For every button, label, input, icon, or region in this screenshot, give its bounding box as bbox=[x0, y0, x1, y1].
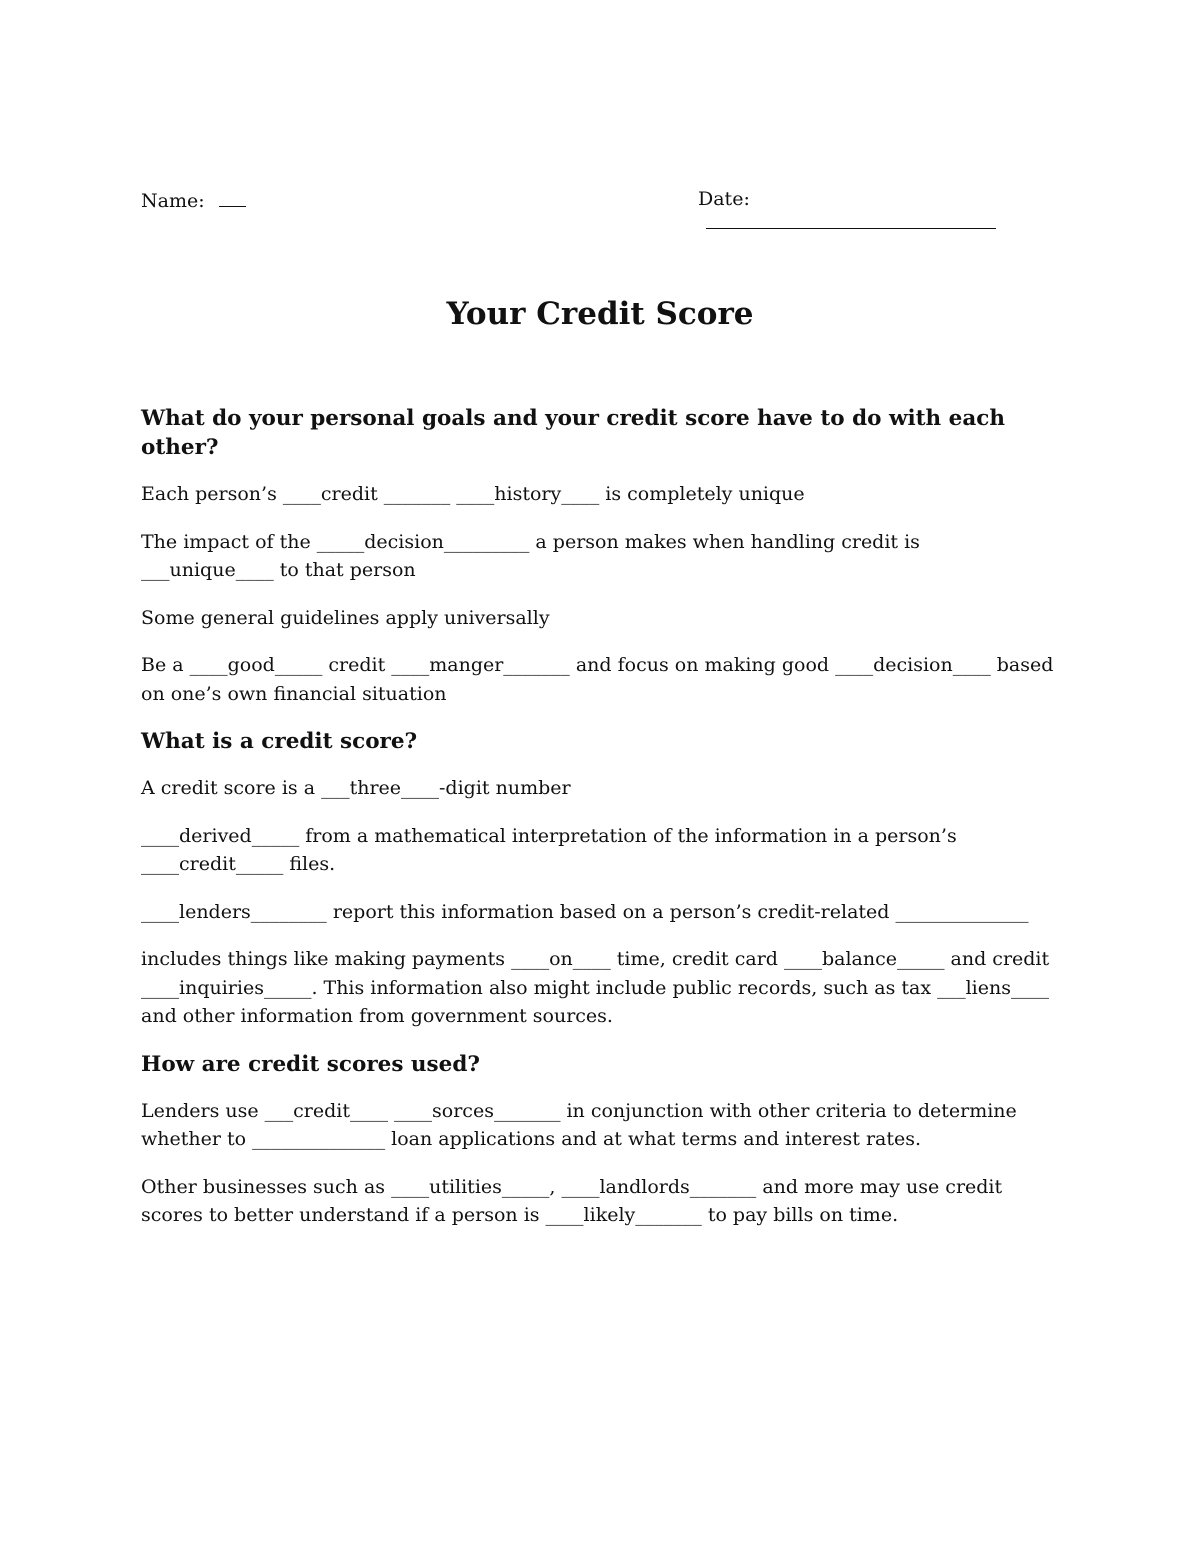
section-heading: How are credit scores used? bbox=[141, 1051, 480, 1077]
paragraph: Each person’s ____credit _______ ____history____ is completely unique bbox=[141, 483, 805, 505]
header-row bbox=[141, 188, 1053, 218]
paragraph: A credit score is a ___three____-digit number bbox=[141, 777, 571, 799]
paragraph: Other businesses such as ____utilities_____, ____landlords_______ and more may use credit scores to better understand if a person is ____likely_______ to pay bills on time. bbox=[141, 1175, 1003, 1226]
date-field bbox=[698, 188, 1053, 234]
name-blank-line bbox=[219, 188, 246, 207]
section-heading: What do your personal goals and your credit score have to do with each other? bbox=[141, 406, 1006, 460]
section-heading: What is a credit score? bbox=[141, 729, 418, 754]
worksheet-content bbox=[141, 404, 1056, 1249]
section-personal-goals bbox=[141, 404, 1056, 708]
paragraph: ____derived_____ from a mathematical interpretation of the information in a person’s ____credit_____ files. bbox=[141, 824, 957, 875]
paragraph: Some general guidelines apply universally bbox=[141, 606, 550, 629]
section-what-is-credit-score bbox=[141, 727, 1056, 1031]
name-label: Name: bbox=[141, 190, 205, 212]
name-field bbox=[141, 188, 246, 212]
paragraph: includes things like making payments ____on____ time, credit card ____balance_____ and credit ____inquiries_____. This information also might include public records, such as tax ___liens____ and other information from government sources. bbox=[141, 948, 1050, 1027]
page-title: Your Credit Score bbox=[446, 296, 754, 332]
paragraph: Lenders use ___credit____ ____sorces_______ in conjunction with other criteria to determine whether to ______________ loan applications and at what terms and interest rates. bbox=[141, 1099, 1017, 1150]
date-label: Date: bbox=[698, 188, 750, 210]
paragraph: ____lenders________ report this information based on a person’s credit-related ______________ bbox=[141, 900, 1029, 923]
paragraph: The impact of the _____decision_________ a person makes when handling credit is ___unique____ to that person bbox=[141, 530, 920, 581]
paragraph: Be a ____good_____ credit ____manger_______ and focus on making good ____decision____ based on one’s own financial situation bbox=[141, 654, 1054, 705]
date-blank-line bbox=[706, 210, 996, 229]
section-how-scores-used bbox=[141, 1050, 1056, 1230]
